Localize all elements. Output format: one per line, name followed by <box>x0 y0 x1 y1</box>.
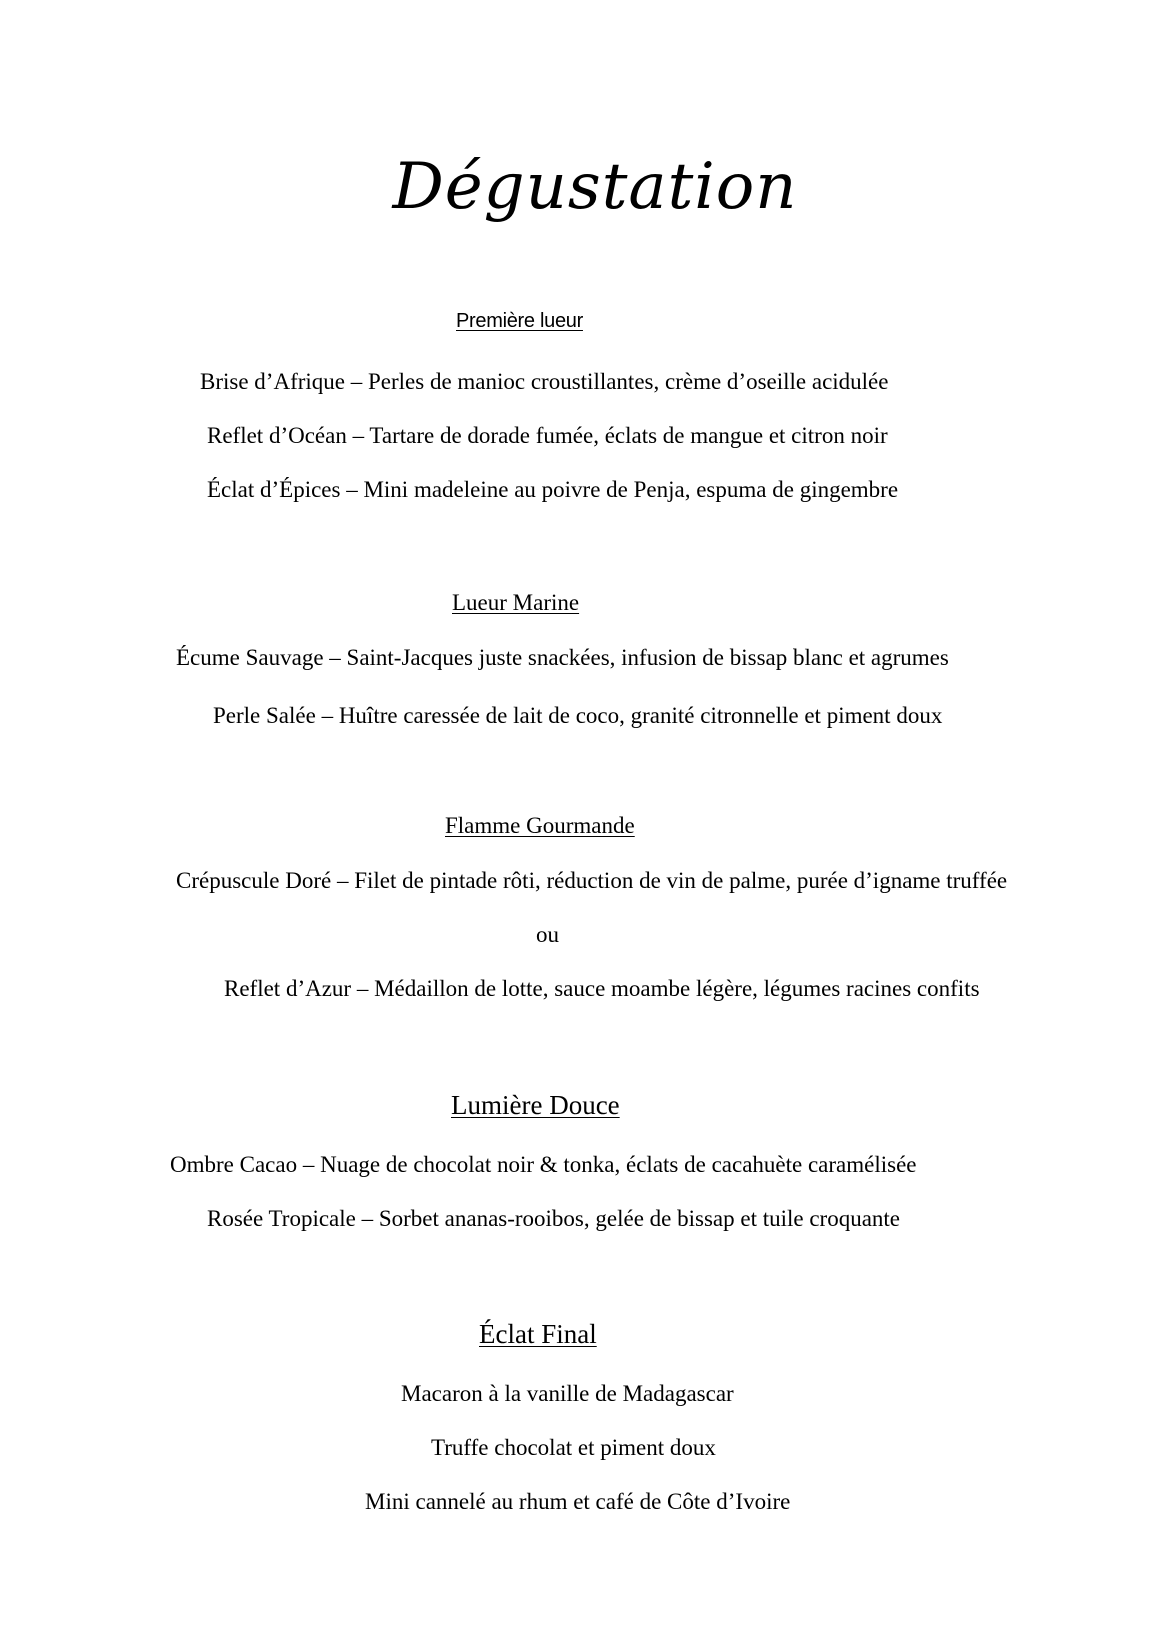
section-heading-lueur-marine: Lueur Marine <box>452 590 580 615</box>
menu-item: Reflet d’Azur – Médaillon de lotte, sauce moambe légère, légumes racines confits <box>224 976 980 1001</box>
menu-item: Ombre Cacao – Nuage de chocolat noir & tonka, éclats de cacahuète caramélisée <box>170 1152 917 1177</box>
menu-item: Perle Salée – Huître caressée de lait de coco, granité citronnelle et piment doux <box>213 703 943 728</box>
menu-item: Reflet d’Océan – Tartare de dorade fumée, éclats de mangue et citron noir <box>207 423 888 448</box>
section-heading-premiere-lueur: Première lueur <box>456 310 583 332</box>
menu-item-separator: ou <box>536 922 559 947</box>
menu-item: Truffe chocolat et piment doux <box>431 1435 716 1460</box>
menu-item: Écume Sauvage – Saint-Jacques juste snackées, infusion de bissap blanc et agrumes <box>176 645 949 670</box>
menu-title: Dégustation <box>392 150 798 224</box>
menu-item: Mini cannelé au rhum et café de Côte d’Ivoire <box>365 1489 791 1514</box>
menu-item: Éclat d’Épices – Mini madeleine au poivre de Penja, espuma de gingembre <box>207 477 899 502</box>
menu-item: Brise d’Afrique – Perles de manioc croustillantes, crème d’oseille acidulée <box>200 369 889 394</box>
section-heading-flamme-gourmande: Flamme Gourmande <box>445 813 635 838</box>
section-heading-lumiere-douce: Lumière Douce <box>451 1090 620 1120</box>
section-heading-eclat-final: Éclat Final <box>479 1319 597 1349</box>
menu-item: Crépuscule Doré – Filet de pintade rôti, réduction de vin de palme, purée d’igname truffée <box>176 868 1008 893</box>
menu-item: Rosée Tropicale – Sorbet ananas-rooibos, gelée de bissap et tuile croquante <box>207 1206 901 1231</box>
menu-item: Macaron à la vanille de Madagascar <box>401 1381 734 1406</box>
